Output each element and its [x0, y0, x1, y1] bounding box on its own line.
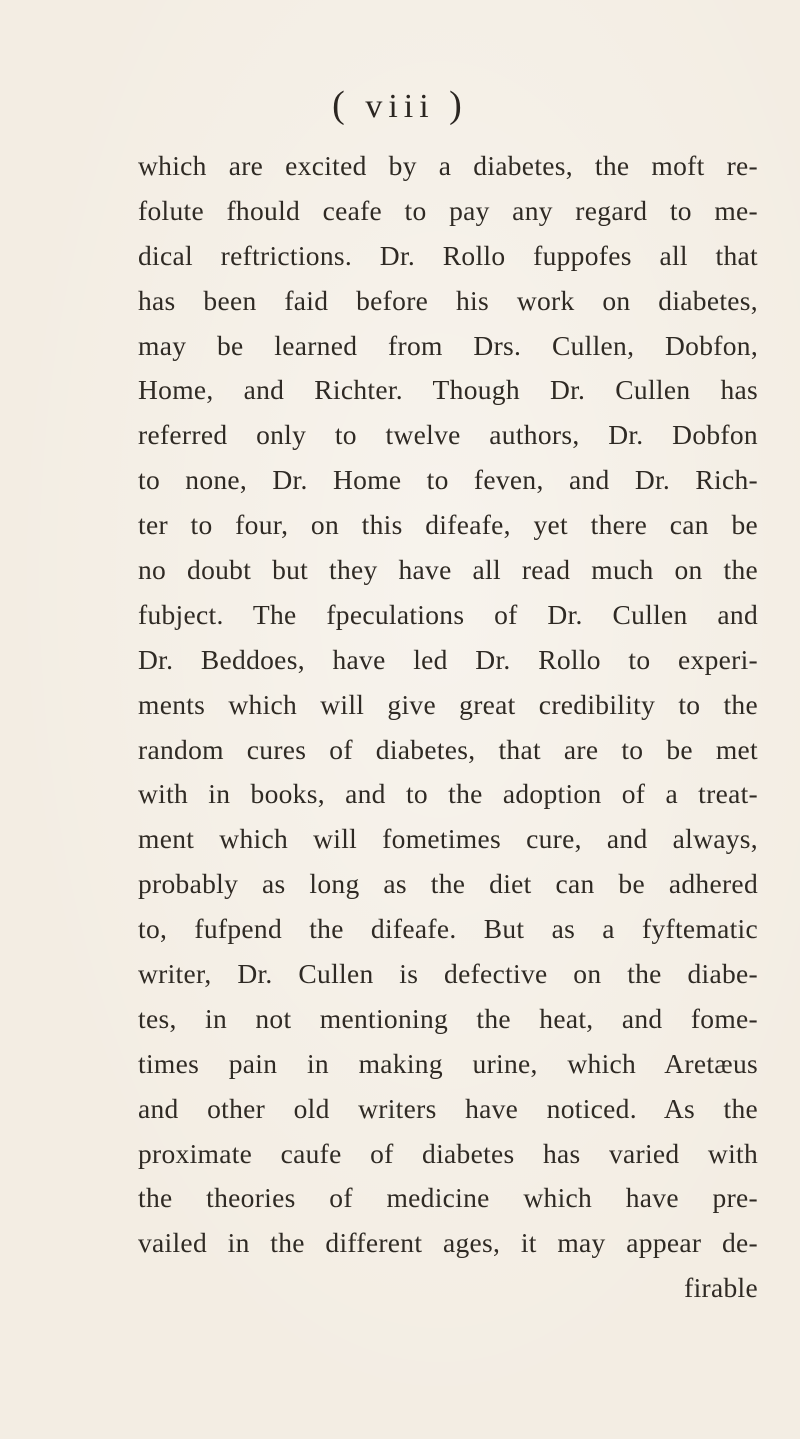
text-line: folute fhould ceafe to pay any regard to me-	[138, 194, 758, 226]
text-line: and other old writers have noticed. As the	[138, 1092, 758, 1124]
text-line: dical reftrictions. Dr. Rollo fuppofes all that	[138, 239, 758, 271]
text-line: probably as long as the diet can be adhered	[138, 868, 758, 900]
text-line: has been faid before his work on diabetes,	[138, 284, 758, 316]
text-line: ments which will give great credibility to the	[138, 688, 758, 720]
text-line: may be learned from Drs. Cullen, Dobfon,	[138, 329, 758, 361]
text-line: fubject. The fpeculations of Dr. Cullen and	[138, 598, 758, 630]
text-line: to none, Dr. Home to feven, and Dr. Rich-	[138, 464, 758, 496]
text-line: random cures of diabetes, that are to be met	[138, 733, 758, 765]
text-line: Home, and Richter. Though Dr. Cullen has	[138, 374, 758, 406]
folio-close-paren: )	[449, 84, 468, 126]
text-line: ter to four, on this difeafe, yet there can be	[138, 509, 758, 541]
text-line: referred only to twelve authors, Dr. Dobfon	[138, 419, 758, 451]
folio-number: viii	[365, 88, 435, 125]
text-line: which are excited by a diabetes, the moft re-	[138, 150, 758, 181]
text-line: ment which will fometimes cure, and always,	[138, 823, 758, 855]
catchword: firable	[684, 1272, 758, 1304]
body-text	[138, 144, 758, 1311]
text-line: the theories of medicine which have pre-	[138, 1182, 758, 1214]
text-line: to, fufpend the difeafe. But as a fyftematic	[138, 913, 758, 945]
text-line: tes, in not mentioning the heat, and fome-	[138, 1002, 758, 1034]
text-line: vailed in the different ages, it may appear de-	[138, 1227, 758, 1259]
text-line: Dr. Beddoes, have led Dr. Rollo to experi-	[138, 643, 758, 675]
text-line: with in books, and to the adoption of a treat-	[138, 778, 758, 810]
folio-open-paren: (	[332, 84, 351, 126]
page-folio	[0, 83, 800, 127]
text-line: writer, Dr. Cullen is defective on the diabe-	[138, 958, 758, 990]
text-line: no doubt but they have all read much on the	[138, 554, 758, 586]
text-line: times pain in making urine, which Aretæus	[138, 1047, 758, 1079]
text-line: proximate caufe of diabetes has varied with	[138, 1137, 758, 1169]
